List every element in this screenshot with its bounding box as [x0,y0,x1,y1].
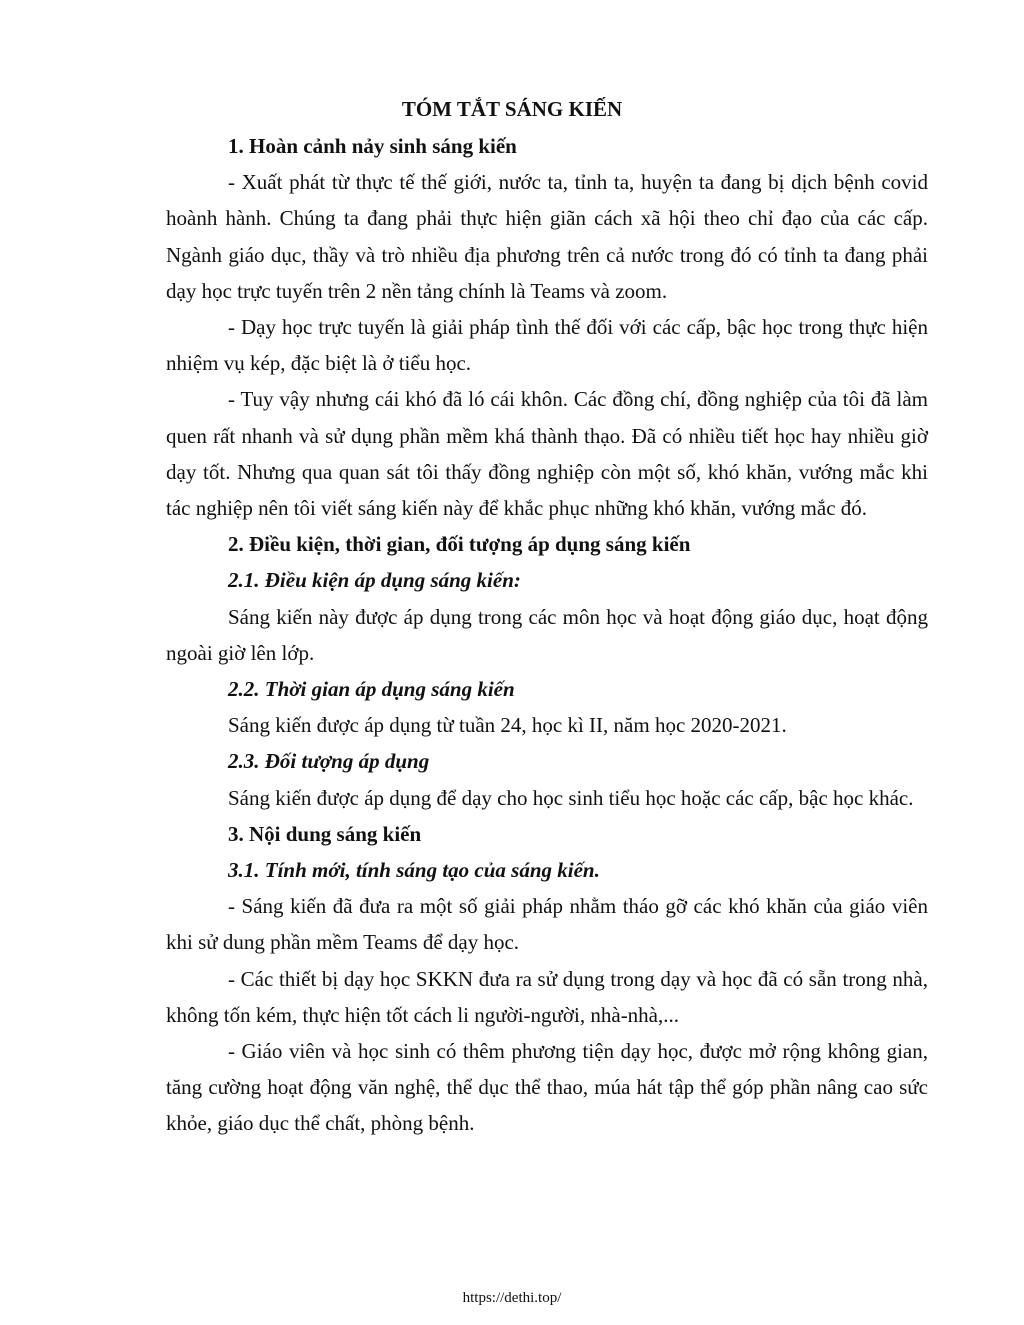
paragraph: - Dạy học trực tuyến là giải pháp tình thế đối với các cấp, bậc học trong thực hiện nhiệm vụ kép, đặc biệt là ở tiểu học. [166,315,928,376]
page-footer-url: https://dethi.top/ [462,1290,562,1306]
subsection-heading: 3.1. Tính mới, tính sáng tạo của sáng kiến. [228,858,600,883]
paragraph: - Sáng kiến đã đưa ra một số giải pháp nhằm tháo gỡ các khó khăn của giáo viên khi sử dung phần mềm Teams để dạy học. [166,894,928,955]
subsection-heading: 2.2. Thời gian áp dụng sáng kiến [228,677,515,702]
paragraph: - Tuy vậy nhưng cái khó đã ló cái khôn. Các đồng chí, đồng nghiệp của tôi đã làm quen rất nhanh và sử dụng phần mềm khá thành thạo. Đã có nhiều tiết học hay nhiều giờ dạy tốt. Nhưng qua quan sát tôi thấy đồng nghiệp còn một số, khó khăn, vướng mắc khi tác nghiệp nên tôi viết sáng kiến này để khắc phục những khó khăn, vướng mắc đó. [166,387,928,521]
section-heading: 1. Hoàn cảnh nảy sinh sáng kiến [228,134,517,158]
paragraph: - Giáo viên và học sinh có thêm phương tiện dạy học, được mở rộng không gian, tăng cường hoạt động văn nghệ, thể dục thể thao, múa hát tập thể góp phần nâng cao sức khỏe, giáo dục thể chất, phòng bệnh. [166,1039,928,1136]
section-heading: 3. Nội dung sáng kiến [228,821,422,846]
subsection-heading: 2.3. Đối tượng áp dụng [228,749,430,774]
paragraph: Sáng kiến được áp dụng để dạy cho học sinh tiểu học hoặc các cấp, bậc học khác. [228,785,914,810]
subsection-heading: 2.1. Điều kiện áp dụng sáng kiến: [228,568,521,593]
paragraph: Sáng kiến này được áp dụng trong các môn học và hoạt động giáo dục, hoạt động ngoài giờ lên lớp. [166,604,928,665]
paragraph: Sáng kiến được áp dụng từ tuần 24, học kì II, năm học 2020-2021. [228,713,787,738]
document-body [166,128,928,1142]
paragraph: - Các thiết bị dạy học SKKN đưa ra sử dụng trong dạy và học đã có sẵn trong nhà, không tốn kém, thực hiện tốt cách li người-người, nhà-nhà,... [166,966,928,1027]
section-heading: 2. Điều kiện, thời gian, đối tượng áp dụng sáng kiến [228,532,691,557]
page-title: TÓM TẮT SÁNG KIẾN [401,97,623,121]
paragraph: - Xuất phát từ thực tế thế giới, nước ta, tỉnh ta, huyện ta đang bị dịch bệnh covid hoành hành. Chúng ta đang phải thực hiện giãn cách xã hội theo chỉ đạo của các cấp. Ngành giáo dục, thầy và trò nhiều địa phương trên cả nước trong đó có tỉnh ta đang phải dạy học trực tuyến trên 2 nền tảng chính là Teams và zoom. [166,170,928,303]
